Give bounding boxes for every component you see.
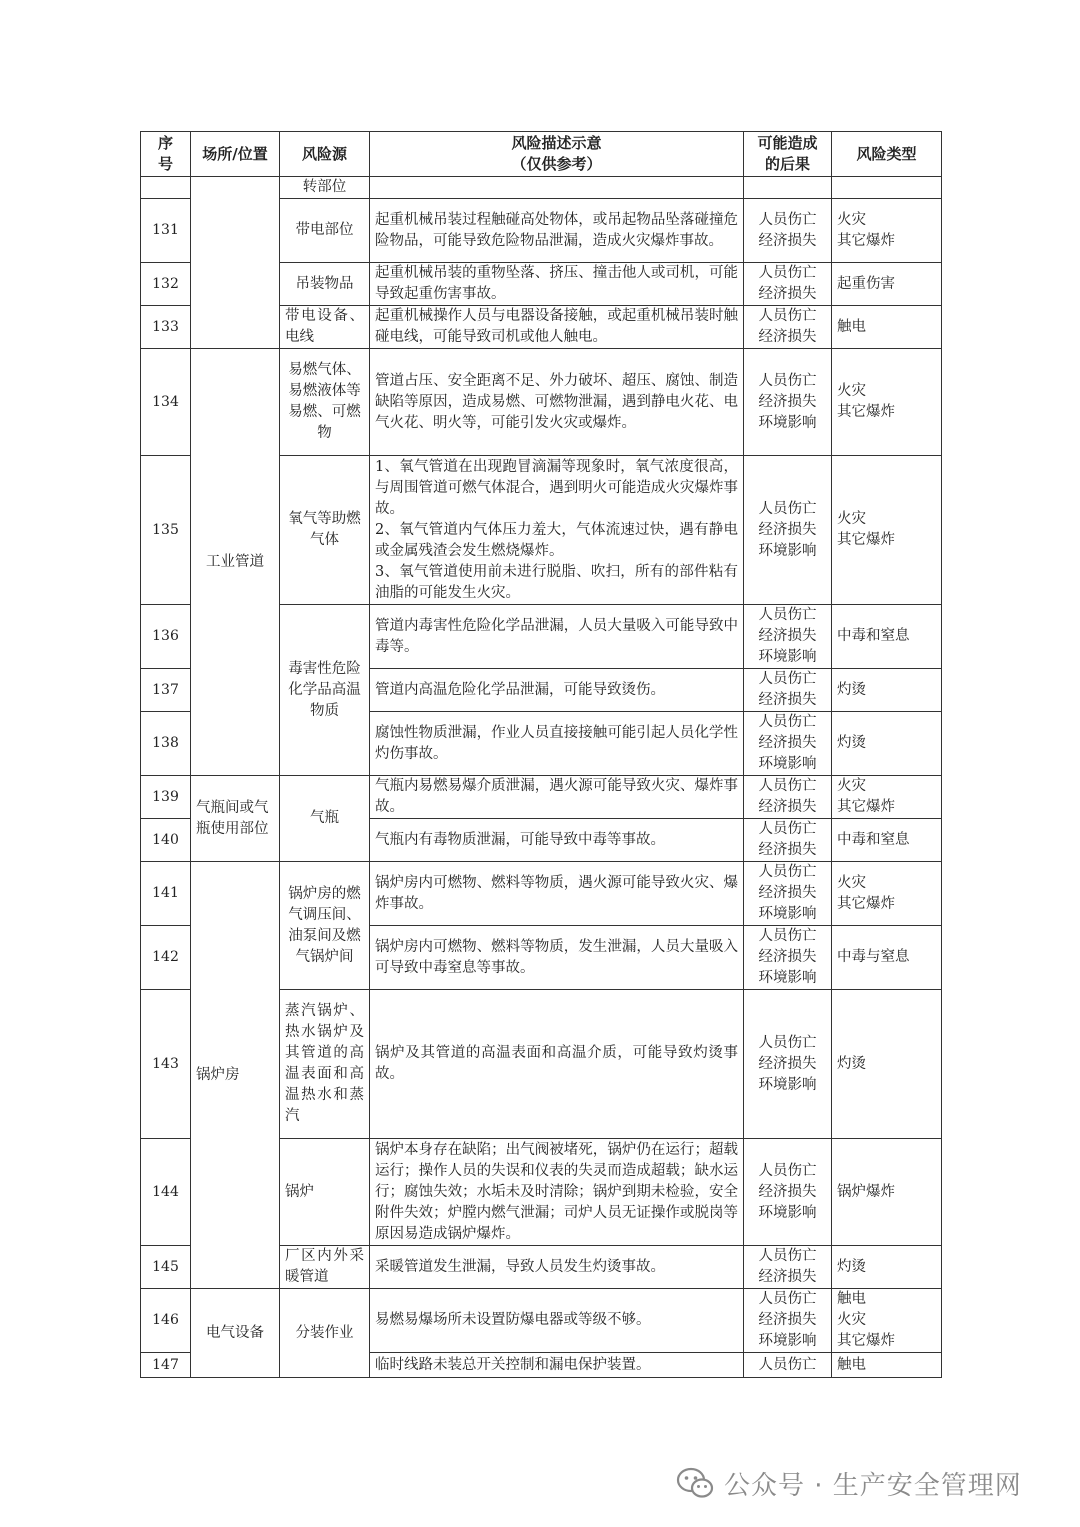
row-no: 144 — [141, 1139, 191, 1246]
row-no — [141, 177, 191, 199]
source-cell: 转部位 — [280, 177, 370, 199]
source-cell: 锅炉 — [280, 1139, 370, 1246]
consequence-cell: 人员伤亡 经济损失 — [744, 1246, 832, 1289]
row-no: 133 — [141, 306, 191, 349]
row-no: 139 — [141, 776, 191, 819]
header-type: 风险类型 — [832, 132, 942, 177]
source-cell: 蒸汽锅炉、热水锅炉及其管道的高温表面和高温热水和蒸汽 — [280, 990, 370, 1139]
source-cell: 吊装物品 — [280, 263, 370, 306]
type-cell: 中毒与窒息 — [832, 926, 942, 990]
type-cell: 火灾 其它爆炸 — [832, 862, 942, 926]
desc-cell: 起重机械操作人员与电器设备接触，或起重机械吊装时触碰电线，可能导致司机或他人触电。 — [370, 306, 744, 349]
desc-cell: 采暖管道发生泄漏，导致人员发生灼烫事故。 — [370, 1246, 744, 1289]
type-cell: 火灾 其它爆炸 — [832, 199, 942, 263]
row-no: 142 — [141, 926, 191, 990]
desc-cell: 起重机械吊装过程触碰高处物体，或吊起物品坠落碰撞危险物品，可能导致危险物品泄漏，造成火灾爆炸事故。 — [370, 199, 744, 263]
source-cell: 氧气等助燃气体 — [280, 456, 370, 605]
consequence-cell: 人员伤亡 经济损失 — [744, 776, 832, 819]
desc-cell: 1、氧气管道在出现跑冒滴漏等现象时，氧气浓度很高，与周围管道可燃气体混合，遇到明火可能造成火灾爆炸事故。 2、氧气管道内气体压力羞大，气体流速过快，遇有静电或金属残渣会发生燃烧爆炸。 3、氧气管道使用前未进行脱脂、吹扫，所有的部件粘有油脂的可能发生火灾。 — [370, 456, 744, 605]
footer-text: 公众号 · 生产安全管理网 — [724, 1470, 1022, 1501]
type-cell: 中毒和窒息 — [832, 605, 942, 669]
consequence-cell: 人员伤亡 经济损失 环境影响 — [744, 349, 832, 456]
type-cell: 锅炉爆炸 — [832, 1139, 942, 1246]
consequence-cell: 人员伤亡 经济损失 环境影响 — [744, 862, 832, 926]
source-cell: 气瓶 — [280, 776, 370, 862]
type-cell — [832, 177, 942, 199]
consequence-cell: 人员伤亡 经济损失 — [744, 669, 832, 712]
type-cell: 起重伤害 — [832, 263, 942, 306]
desc-cell — [370, 177, 744, 199]
row-no: 134 — [141, 349, 191, 456]
desc-cell: 起重机械吊装的重物坠落、挤压、撞击他人或司机，可能导致起重伤害事故。 — [370, 263, 744, 306]
desc-cell: 锅炉房内可燃物、燃料等物质，遇火源可能导致火灾、爆炸事故。 — [370, 862, 744, 926]
type-cell: 灼烫 — [832, 1246, 942, 1289]
consequence-cell: 人员伤亡 经济损失 环境影响 — [744, 926, 832, 990]
type-cell: 灼烫 — [832, 712, 942, 776]
table-row — [141, 776, 942, 819]
desc-cell: 临时线路未装总开关控制和漏电保护装置。 — [370, 1353, 744, 1378]
type-cell: 灼烫 — [832, 669, 942, 712]
source-cell: 带电部位 — [280, 199, 370, 263]
place-cell — [191, 177, 280, 349]
consequence-cell: 人员伤亡 经济损失 — [744, 819, 832, 862]
table-row — [141, 1289, 942, 1353]
table-row — [141, 862, 942, 926]
header-no: 序号 — [141, 132, 191, 177]
desc-cell: 易燃易爆场所未设置防爆电器或等级不够。 — [370, 1289, 744, 1353]
row-no: 135 — [141, 456, 191, 605]
type-cell: 火灾 其它爆炸 — [832, 349, 942, 456]
type-cell: 灼烫 — [832, 990, 942, 1139]
row-no: 145 — [141, 1246, 191, 1289]
row-no: 146 — [141, 1289, 191, 1353]
header-consequence: 可能造成 的后果 — [744, 132, 832, 177]
header-source: 风险源 — [280, 132, 370, 177]
table-header-row — [141, 132, 942, 177]
type-cell: 中毒和窒息 — [832, 819, 942, 862]
desc-cell: 腐蚀性物质泄漏，作业人员直接接触可能引起人员化学性灼伤事故。 — [370, 712, 744, 776]
row-no: 147 — [141, 1353, 191, 1378]
consequence-cell: 人员伤亡 经济损失 — [744, 306, 832, 349]
consequence-cell: 人员伤亡 经济损失 环境影响 — [744, 605, 832, 669]
row-no: 132 — [141, 263, 191, 306]
source-cell: 带电设备、电线 — [280, 306, 370, 349]
row-no: 140 — [141, 819, 191, 862]
type-cell: 火灾 其它爆炸 — [832, 456, 942, 605]
header-place: 场所/位置 — [191, 132, 280, 177]
consequence-cell — [744, 177, 832, 199]
source-cell: 厂区内外采暖管道 — [280, 1246, 370, 1289]
header-desc: 风险描述示意 （仅供参考） — [370, 132, 744, 177]
type-cell: 触电 — [832, 306, 942, 349]
source-cell: 易燃气体、易燃液体等易燃、可燃物 — [280, 349, 370, 456]
desc-cell: 锅炉房内可燃物、燃料等物质，发生泄漏，人员大量吸入可导致中毒窒息等事故。 — [370, 926, 744, 990]
row-no: 143 — [141, 990, 191, 1139]
source-cell: 锅炉房的燃气调压间、油泵间及燃气锅炉间 — [280, 862, 370, 990]
desc-cell: 气瓶内易燃易爆介质泄漏，遇火源可能导致火灾、爆炸事故。 — [370, 776, 744, 819]
consequence-cell: 人员伤亡 经济损失 — [744, 263, 832, 306]
type-cell: 火灾 其它爆炸 — [832, 776, 942, 819]
desc-cell: 锅炉及其管道的高温表面和高温介质，可能导致灼烫事故。 — [370, 990, 744, 1139]
risk-table — [140, 131, 942, 1378]
place-cell: 锅炉房 — [191, 862, 280, 1289]
place-cell: 工业管道 — [191, 349, 280, 776]
source-cell: 分装作业 — [280, 1289, 370, 1378]
consequence-cell: 人员伤亡 — [744, 1353, 832, 1378]
source-cell: 毒害性危险化学品高温物质 — [280, 605, 370, 776]
consequence-cell: 人员伤亡 经济损失 环境影响 — [744, 456, 832, 605]
place-cell: 电气设备 — [191, 1289, 280, 1378]
table-row — [141, 177, 942, 199]
type-cell: 触电 火灾 其它爆炸 — [832, 1289, 942, 1353]
footer-watermark — [676, 1461, 1022, 1505]
row-no: 131 — [141, 199, 191, 263]
consequence-cell: 人员伤亡 经济损失 环境影响 — [744, 1289, 832, 1353]
place-cell: 气瓶间或气瓶使用部位 — [191, 776, 280, 862]
desc-cell: 管道内毒害性危险化学品泄漏，人员大量吸入可能导致中毒等。 — [370, 605, 744, 669]
consequence-cell: 人员伤亡 经济损失 环境影响 — [744, 990, 832, 1139]
wechat-icon — [676, 1467, 714, 1499]
type-cell: 触电 — [832, 1353, 942, 1378]
row-no: 138 — [141, 712, 191, 776]
desc-cell: 管道占压、安全距离不足、外力破坏、超压、腐蚀、制造缺陷等原因，造成易燃、可燃物泄漏，遇到静电火花、电气火花、明火等，可能引发火灾或爆炸。 — [370, 349, 744, 456]
desc-cell: 气瓶内有毒物质泄漏，可能导致中毒等事故。 — [370, 819, 744, 862]
desc-cell: 管道内高温危险化学品泄漏，可能导致烫伤。 — [370, 669, 744, 712]
desc-cell: 锅炉本身存在缺陷；出气阀被堵死，锅炉仍在运行；超载运行；操作人员的失误和仪表的失灵而造成超载；缺水运行；腐蚀失效；水垢未及时清除；锅炉到期未检验，安全附件失效；炉膛内燃气泄漏；司炉人员无证操作或脱岗等原因易造成锅炉爆炸。 — [370, 1139, 744, 1246]
row-no: 137 — [141, 669, 191, 712]
row-no: 141 — [141, 862, 191, 926]
consequence-cell: 人员伤亡 经济损失 — [744, 199, 832, 263]
row-no: 136 — [141, 605, 191, 669]
table-row — [141, 349, 942, 456]
consequence-cell: 人员伤亡 经济损失 环境影响 — [744, 712, 832, 776]
consequence-cell: 人员伤亡 经济损失 环境影响 — [744, 1139, 832, 1246]
